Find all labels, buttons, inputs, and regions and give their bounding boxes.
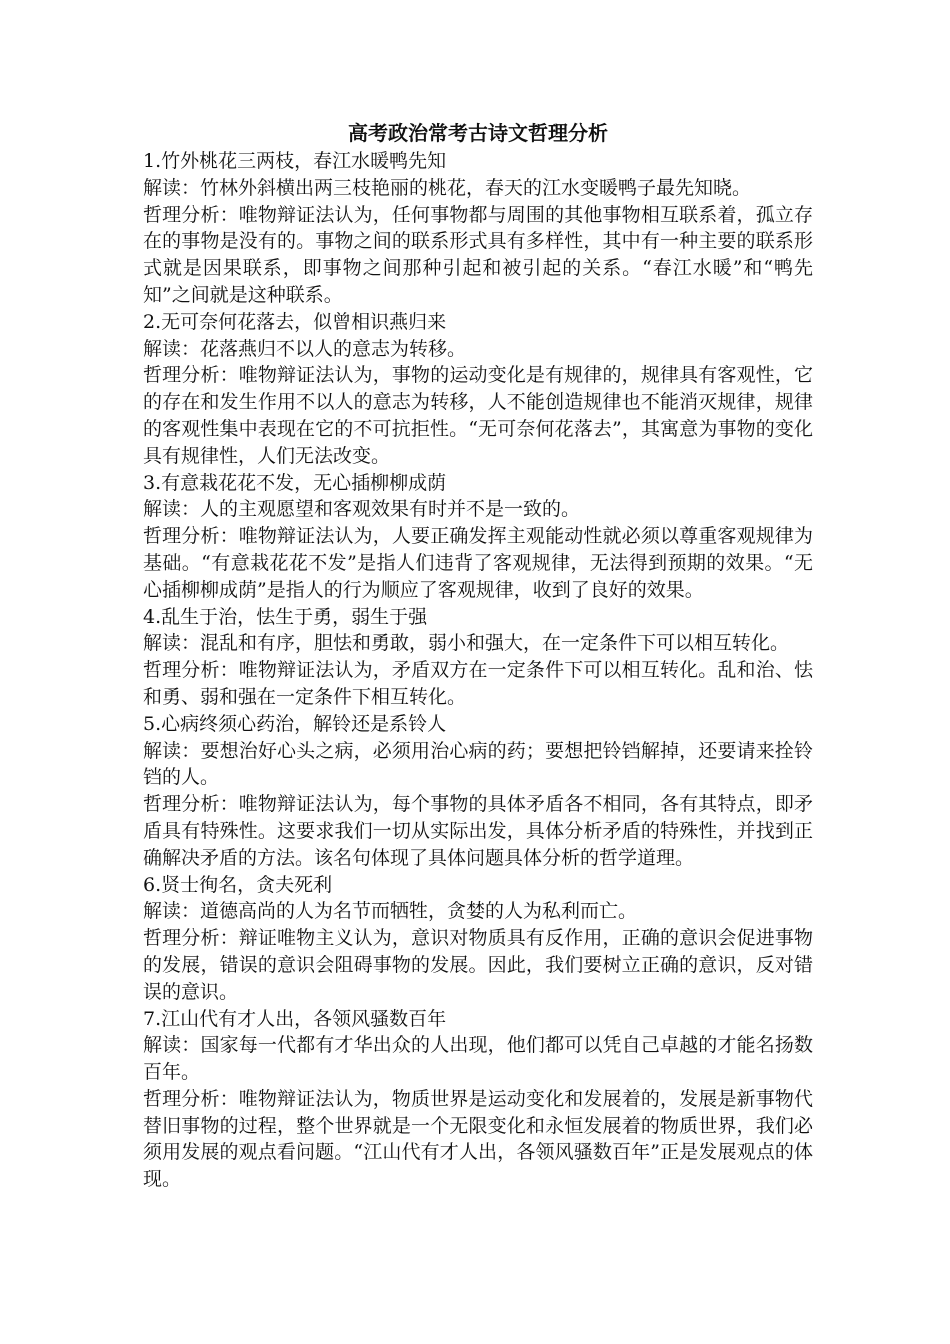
poem-interpretation: 解读：道德高尚的人为名节而牺牲，贪婪的人为私利而亡。: [143, 900, 638, 923]
document-body: [143, 118, 813, 1193]
poem-heading: 4.乱生于治，怯生于勇，弱生于强: [143, 605, 428, 628]
poem-item-4: [143, 604, 813, 711]
poem-analysis: 哲理分析：唯物辩证法认为，物质世界是运动变化和发展着的，发展是新事物代替旧事物的过程，整个世界就是一个无限变化和永恒发展着的物质世界，我们必须用发展的观点看问题。“江山代有才人出，各领风骚数百年”正是发展观点的体现。: [143, 1087, 813, 1191]
poem-item-2: [143, 309, 813, 470]
poem-heading: 7.江山代有才人出，各领风骚数百年: [143, 1007, 447, 1030]
poem-heading: 1.竹外桃花三两枝，春江水暖鸭先知: [143, 150, 447, 172]
poem-heading: 3.有意栽花花不发，无心插柳柳成荫: [143, 471, 447, 494]
poem-analysis: 哲理分析：辩证唯物主义认为，意识对物质具有反作用，正确的意识会促进事物的发展，错误的意识会阻碍事物的发展。因此，我们要树立正确的意识，反对错误的意识。: [143, 927, 813, 1003]
poem-interpretation: 解读：花落燕归不以人的意志为转移。: [143, 337, 467, 360]
poem-item-6: [143, 872, 813, 1006]
poem-interpretation: 解读：国家每一代都有才华出众的人出现，他们都可以凭自己卓越的才能名扬数百年。: [143, 1034, 813, 1084]
poem-analysis: 哲理分析：唯物辩证法认为，任何事物都与周围的其他事物相互联系着，孤立存在的事物是没有的。事物之间的联系形式具有多样性，其中有一种主要的联系形式就是因果联系，即事物之间那种引起和被引起的关系。“春江水暖”和“鸭先知”之间就是这种联系。: [143, 203, 813, 306]
poem-item-3: [143, 470, 813, 604]
poem-item-5: [143, 711, 813, 872]
poem-heading: 6.贤士徇名，贪夫死利: [143, 873, 333, 896]
poem-interpretation: 解读：混乱和有序，胆怯和勇敢，弱小和强大，在一定条件下可以相互转化。: [143, 632, 790, 655]
poem-analysis: 哲理分析：唯物辩证法认为，人要正确发挥主观能动性就必须以尊重客观规律为基础。“有意栽花花不发”是指人们违背了客观规律，无法得到预期的效果。“无心插柳柳成荫”是指人的行为顺应了客观规律，收到了良好的效果。: [143, 525, 813, 601]
poem-analysis: 哲理分析：唯物辩证法认为，矛盾双方在一定条件下可以相互转化。乱和治、怯和勇、弱和强在一定条件下相互转化。: [143, 659, 813, 708]
poem-item-7: [143, 1006, 813, 1194]
poem-interpretation: 解读：竹林外斜横出两三枝艳丽的桃花，春天的江水变暖鸭子最先知晓。: [143, 176, 752, 199]
poem-heading: 2.无可奈何花落去，似曾相识燕归来: [143, 310, 447, 333]
poem-analysis: 哲理分析：唯物辩证法认为，事物的运动变化是有规律的，规律具有客观性，它的存在和发生作用不以人的意志为转移，人不能创造规律也不能消灭规律，规律的客观性集中表现在它的不可抗拒性。“无可奈何花落去”，其寓意为事物的变化具有规律性，人们无法改变。: [143, 364, 813, 467]
document-title: 高考政治常考古诗文哲理分析: [348, 121, 608, 145]
poem-interpretation: 解读：人的主观愿望和客观效果有时并不是一致的。: [143, 498, 581, 521]
poem-analysis: 哲理分析：唯物辩证法认为，每个事物的具体矛盾各不相同，各有其特点，即矛盾具有特殊性。这要求我们一切从实际出发，具体分析矛盾的特殊性，并找到正确解决矛盾的方法。该名句体现了具体问题具体分析的哲学道理。: [143, 793, 813, 869]
poem-heading: 5.心病终须心药治，解铃还是系铃人: [143, 712, 447, 735]
poem-item-1: [143, 148, 813, 309]
poem-interpretation: 解读：要想治好心头之病，必须用治心病的药；要想把铃铛解掉，还要请来拴铃铛的人。: [143, 739, 813, 789]
